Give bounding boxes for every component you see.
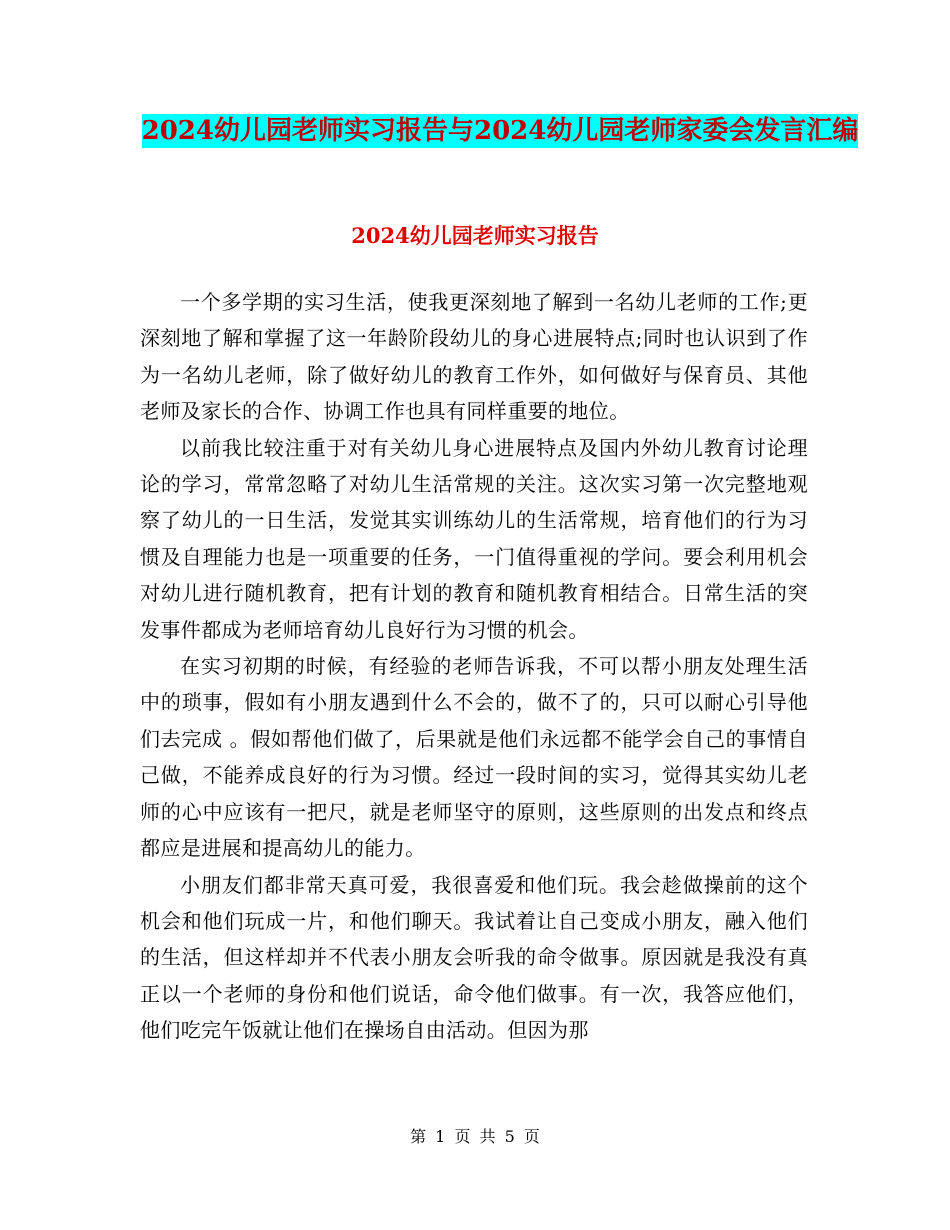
paragraph-1: 一个多学期的实习生活，使我更深刻地了解到一名幼儿老师的工作;更深刻地了解和掌握了这一年龄阶段幼儿的身心进展特点;同时也认识到了作为一名幼儿老师，除了做好幼儿的教育工作外，如何做好与保育员、其他老师及家长的合作、协调工作也具有同样重要的地位。 <box>140 290 808 424</box>
document-title <box>140 105 860 157</box>
document-body <box>140 284 808 1049</box>
paragraph-4: 小朋友们都非常天真可爱，我很喜爱和他们玩。我会趁做操前的这个机会和他们玩成一片，和他们聊天。我试着让自己变成小朋友，融入他们的生活，但这样却并不代表小朋友会听我的命令做事。原因就是我没有真正以一个老师的身份和他们说话，命令他们做事。有一次，我答应他们，他们吃完午饭就让他们在操场自由活动。但因为那 <box>140 872 808 1043</box>
document-title-text: 2024幼儿园老师实习报告与2024幼儿园老师家委会发言汇编 <box>141 116 859 146</box>
section-title: 2024幼儿园老师实习报告 <box>351 223 599 248</box>
paragraph-3: 在实习初期的时候，有经验的老师告诉我，不可以帮小朋友处理生活中的琐事，假如有小朋友遇到什么不会的，做不了的，只可以耐心引导他们去完成 。假如帮他们做了，后果就是他们永远都不能学会自己的事情自己做，不能养成良好的行为习惯。经过一段时间的实习，觉得其实幼儿老师的心中应该有一把尺，就是老师坚守的原则，这些原则的出发点和终点都应是进展和提高幼儿的能力。 <box>140 654 808 861</box>
paragraph-2: 以前我比较注重于对有关幼儿身心进展特点及国内外幼儿教育讨论理论的学习，常常忽略了对幼儿生活常规的关注。这次实习第一次完整地观察了幼儿的一日生活，发觉其实训练幼儿的生活常规，培育他们的行为习惯及自理能力也是一项重要的任务，一门值得重视的学问。要会利用机会对幼儿进行随机教育，把有计划的教育和随机教育相结合。日常生活的突发事件都成为老师培育幼儿良好行为习惯的机会。 <box>140 435 808 642</box>
page-footer: 第 1 页 共 5 页 <box>410 1127 540 1146</box>
